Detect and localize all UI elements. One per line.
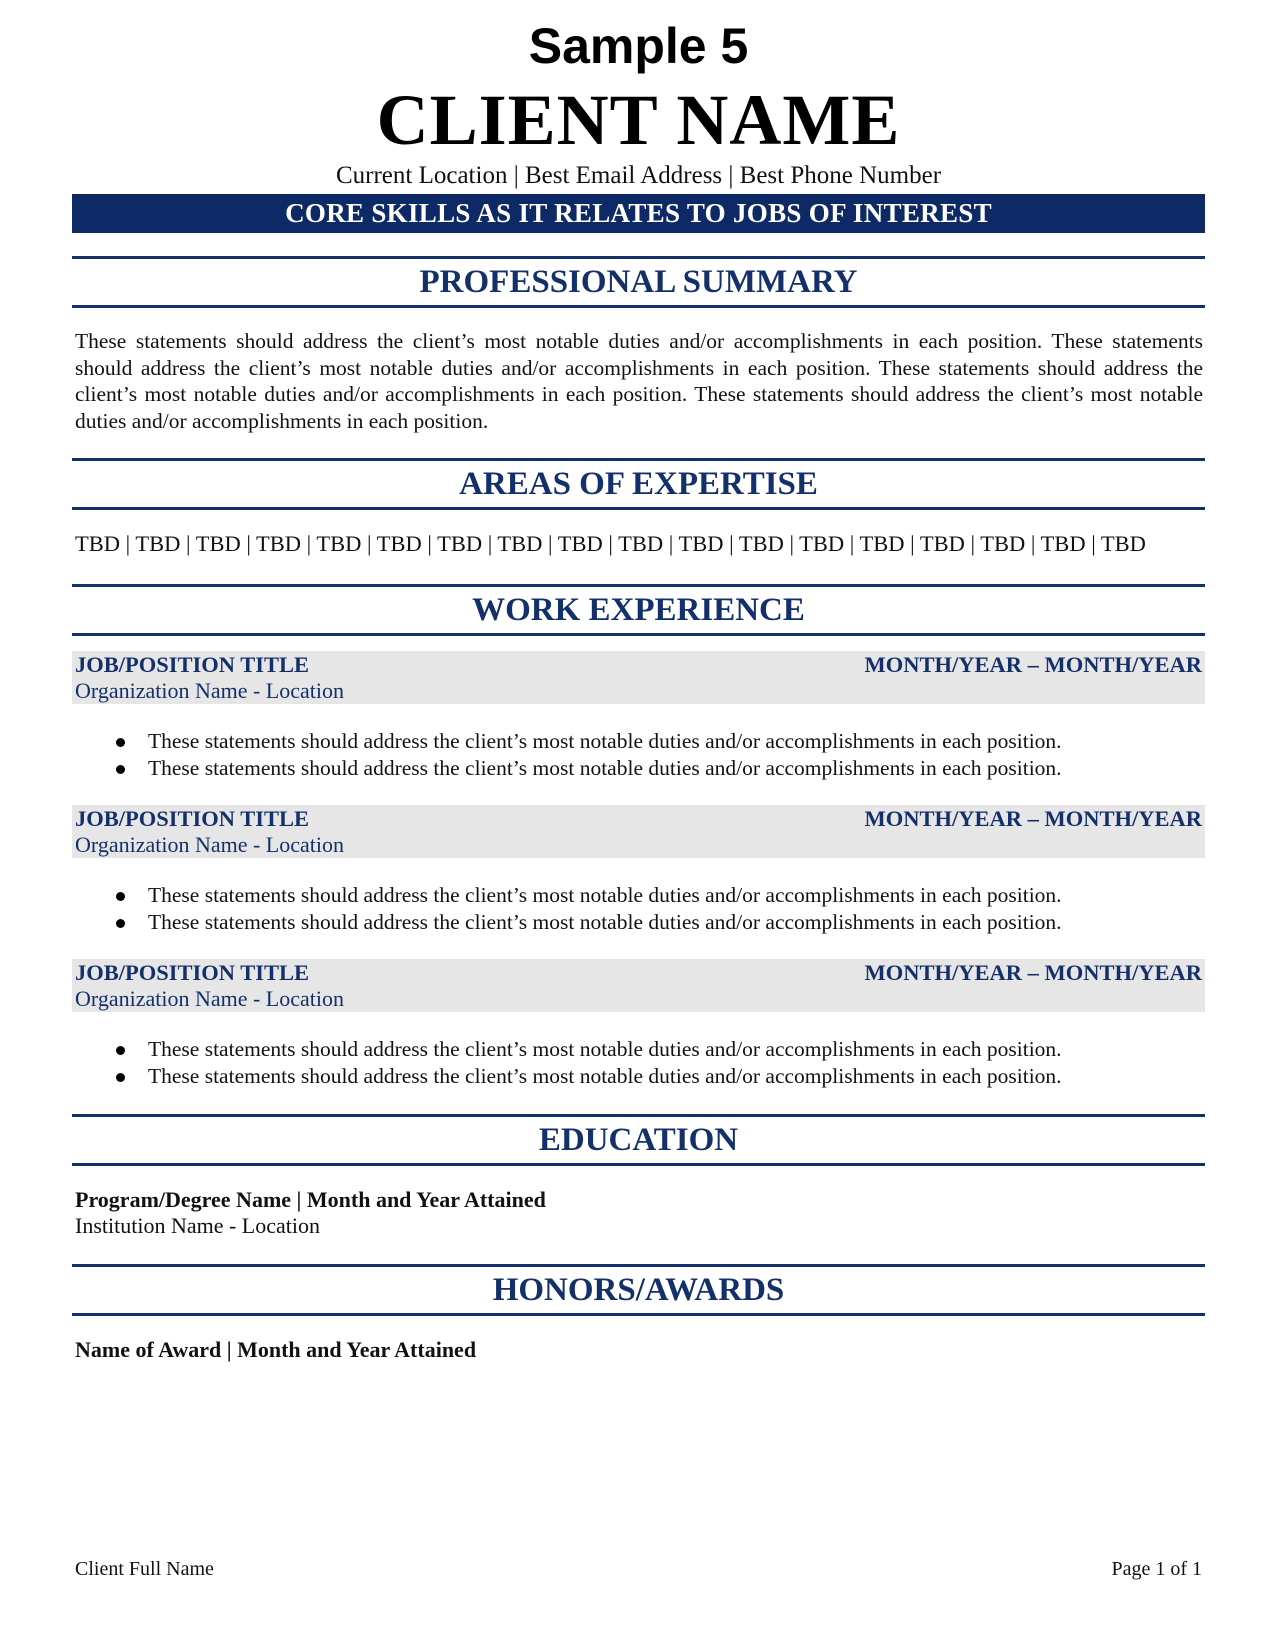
professional-summary-text: These statements should address the client’s most notable duties and/or accomplishments in each position. These statements should address the client’s most notable duties and/or accomplishments in each position. These statements should address the client’s most notable duties and/or accomplishments in each position. These statements should address the client’s most notable duties and/or accomplishments in each position. — [75, 329, 1203, 433]
job-dates: MONTH/YEAR – MONTH/YEAR — [864, 806, 1202, 831]
bullet-icon — [116, 1073, 125, 1082]
bullet-icon — [116, 919, 125, 928]
sample-title: Sample 5 — [528, 18, 749, 74]
contact-line: Current Location | Best Email Address | Best Phone Number — [335, 162, 942, 189]
work-experience-heading: WORK EXPERIENCE — [72, 584, 1205, 636]
bullet-icon — [116, 892, 125, 901]
job-dates: MONTH/YEAR – MONTH/YEAR — [864, 960, 1202, 985]
award-name: Name of Award | Month and Year Attained — [75, 1337, 477, 1362]
job-organization: Organization Name - Location — [75, 678, 344, 703]
job-bullet-list — [110, 882, 1200, 936]
education-institution: Institution Name - Location — [75, 1213, 320, 1238]
job-title: JOB/POSITION TITLE — [75, 652, 310, 677]
job-bullet-list — [110, 1036, 1200, 1090]
job-title: JOB/POSITION TITLE — [75, 960, 310, 985]
job-header — [72, 959, 1205, 1012]
job-title: JOB/POSITION TITLE — [75, 806, 310, 831]
bullet-text: These statements should address the client’s most notable duties and/or accomplishments in each position. — [148, 1037, 1062, 1061]
job-organization: Organization Name - Location — [75, 832, 344, 857]
job-dates: MONTH/YEAR – MONTH/YEAR — [864, 652, 1202, 677]
list-item — [110, 728, 1200, 755]
core-skills-bar: CORE SKILLS AS IT RELATES TO JOBS OF INTEREST — [72, 194, 1205, 233]
list-item — [110, 1063, 1200, 1090]
bullet-text: These statements should address the client’s most notable duties and/or accomplishments in each position. — [148, 1064, 1062, 1088]
bullet-icon — [116, 738, 125, 747]
education-degree: Program/Degree Name | Month and Year Attained — [75, 1187, 546, 1212]
bullet-icon — [116, 1046, 125, 1055]
resume-page — [72, 0, 1205, 1650]
bullet-text: These statements should address the client’s most notable duties and/or accomplishments in each position. — [148, 729, 1062, 753]
list-item — [110, 1036, 1200, 1063]
footer-page-number: Page 1 of 1 — [1111, 1558, 1202, 1580]
list-item — [110, 755, 1200, 782]
list-item — [110, 909, 1200, 936]
job-header — [72, 805, 1205, 858]
honors-awards-heading: HONORS/AWARDS — [72, 1264, 1205, 1316]
bullet-text: These statements should address the client’s most notable duties and/or accomplishments in each position. — [148, 910, 1062, 934]
job-bullet-list — [110, 728, 1200, 782]
job-organization: Organization Name - Location — [75, 986, 344, 1011]
bullet-text: These statements should address the client’s most notable duties and/or accomplishments in each position. — [148, 883, 1062, 907]
footer-client-name: Client Full Name — [75, 1558, 214, 1580]
client-name: CLIENT NAME — [376, 80, 901, 160]
professional-summary-heading: PROFESSIONAL SUMMARY — [72, 256, 1205, 308]
areas-of-expertise-list: TBD | TBD | TBD | TBD | TBD | TBD | TBD | TBD | TBD | TBD | TBD | TBD | TBD | TBD | TBD | TBD | TBD | TBD — [75, 531, 1146, 556]
job-header — [72, 651, 1205, 704]
list-item — [110, 882, 1200, 909]
bullet-text: These statements should address the client’s most notable duties and/or accomplishments in each position. — [148, 756, 1062, 780]
education-heading: EDUCATION — [72, 1114, 1205, 1166]
bullet-icon — [116, 765, 125, 774]
areas-of-expertise-heading: AREAS OF EXPERTISE — [72, 458, 1205, 510]
